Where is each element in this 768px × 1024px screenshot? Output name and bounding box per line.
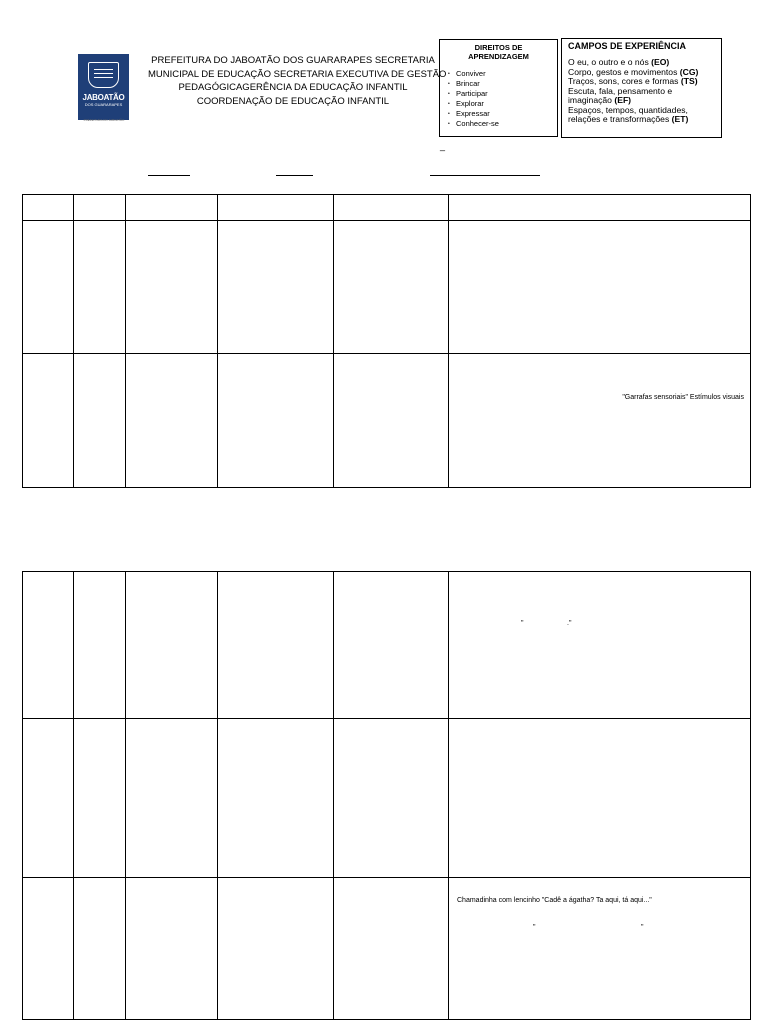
quote-mark: ." <box>567 620 572 627</box>
list-item: Corpo, gestos e movimentos (CG) <box>568 66 699 77</box>
planning-table-2 <box>22 571 751 1020</box>
header-line: PEDAGÓGICAGERÊNCIA DA EDUCAÇÃO INFANTIL <box>178 82 408 93</box>
header-line: MUNICIPAL DE EDUCAÇÃO SECRETARIA EXECUTIVA DE GESTÃO <box>148 68 447 80</box>
list-item: Traços, sons, cores e formas (TS) <box>568 76 698 86</box>
list-item: O eu, o outro e o nós (EO) <box>568 57 670 67</box>
header-line: COORDENAÇÃO DE EDUCAÇÃO INFANTIL <box>196 95 390 107</box>
quote-mark: " <box>641 924 644 931</box>
blank-line-2 <box>276 175 313 176</box>
logo-text: JABOATÃO <box>82 93 125 102</box>
activity-text: "Garrafas sensoriais" Estímulos visuais <box>622 394 744 401</box>
coat-of-arms-icon <box>88 62 119 88</box>
quote-mark: " <box>533 924 536 931</box>
learning-rights-title: DIREITOS DE APRENDIZAGEM <box>468 43 529 61</box>
table-row <box>23 354 751 488</box>
activity-text: Chamadinha com lencinho "Cadê a ágatha? Ta aqui, tá aqui..." <box>457 897 652 904</box>
logo-subtext: DOS GUARARAPES <box>84 102 123 107</box>
list-item: Escuta, fala, pensamento e <box>568 85 673 96</box>
table-row <box>23 221 751 354</box>
table-row <box>23 878 751 1020</box>
table-row <box>23 572 751 719</box>
experience-fields-box <box>561 38 722 138</box>
list-item: • Brincar <box>448 79 499 89</box>
learning-rights-box <box>439 39 558 137</box>
list-item: imaginação (EF) <box>568 95 632 105</box>
header-line: PREFEITURA DO JABOATÃO DOS GUARARAPES SECRETARIA <box>151 55 435 66</box>
list-item: • Participar <box>448 89 499 99</box>
jaboatao-logo <box>78 54 129 120</box>
blank-line-3 <box>430 175 540 176</box>
list-item: • Conhecer-se <box>448 119 499 129</box>
experience-fields-title: CAMPOS DE EXPERIÊNCIA <box>568 41 687 51</box>
list-item: • Conviver <box>448 69 499 79</box>
list-item: • Expressar <box>448 109 499 119</box>
learning-rights-list <box>448 69 499 129</box>
experience-fields-list <box>568 58 698 125</box>
stray-dash: _ <box>440 141 446 151</box>
document-header-title <box>148 54 447 108</box>
quote-mark: " <box>521 620 524 627</box>
table-row <box>23 719 751 878</box>
table-header-row <box>23 195 751 221</box>
list-item: Espaços, tempos, quantidades, <box>568 104 688 115</box>
planning-table-1 <box>22 194 751 488</box>
logo-tagline: PREFEITURA DO JABOATÃO <box>83 118 125 122</box>
blank-line-1 <box>148 175 190 176</box>
list-item: • Explorar <box>448 99 499 109</box>
list-item: relações e transformações (ET) <box>568 114 689 124</box>
